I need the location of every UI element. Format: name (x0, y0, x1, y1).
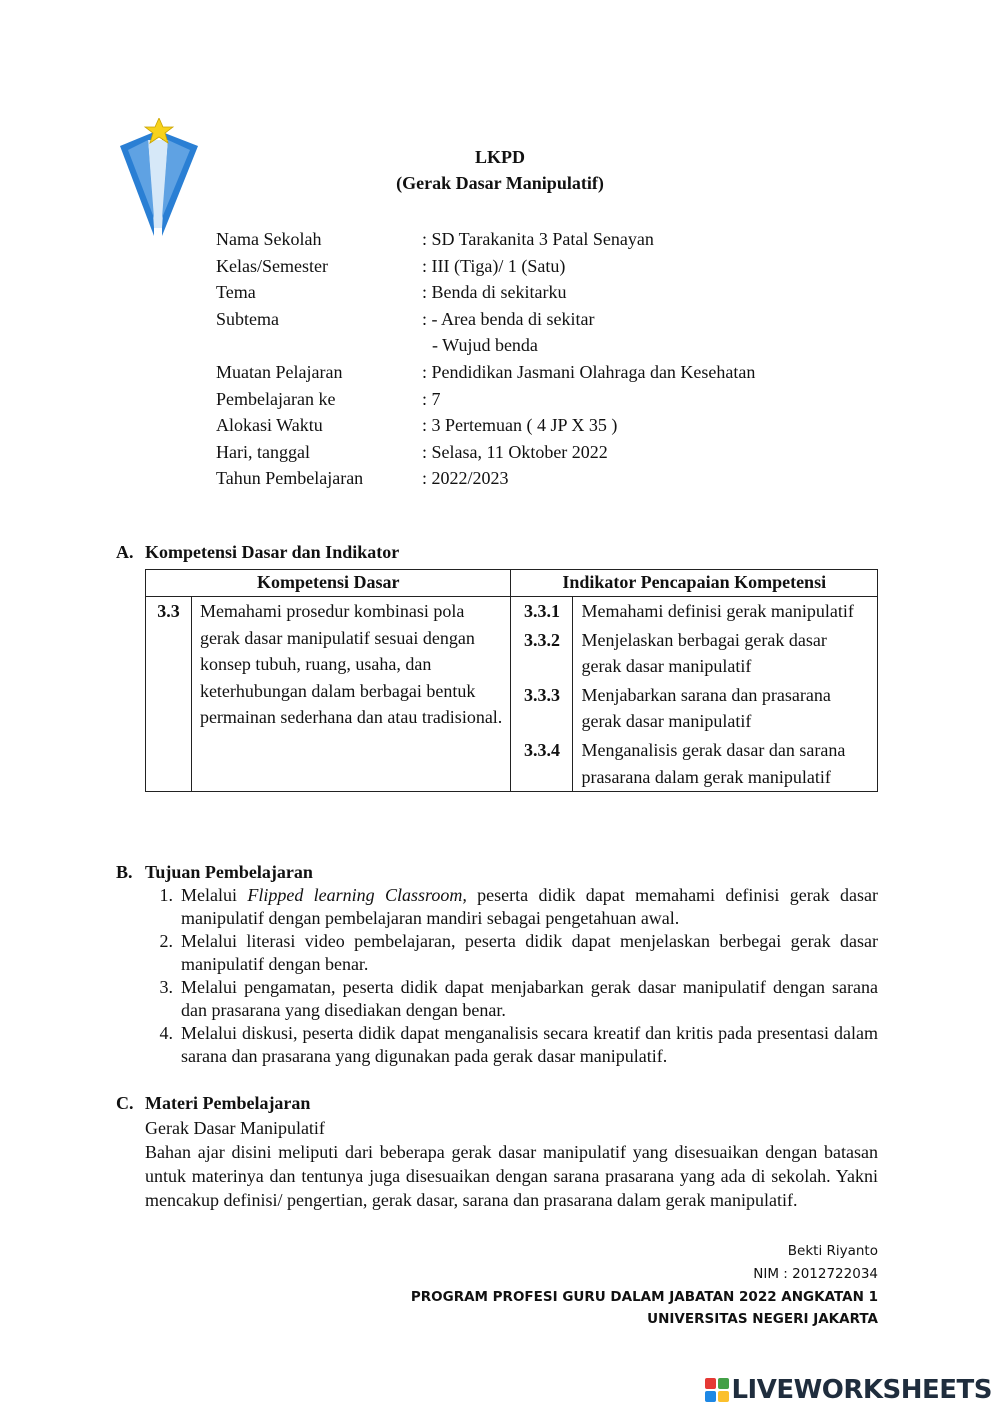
info-label: Tema (216, 282, 256, 303)
university-name: UNIVERSITAS NEGERI JAKARTA (647, 1311, 878, 1327)
info-label: Alokasi Waktu (216, 415, 323, 436)
indicator-list (511, 597, 878, 792)
section-letter: C. (116, 1093, 134, 1113)
indicator-number: 3.3.3 (511, 681, 573, 736)
indicator-item (511, 681, 877, 736)
indicator-number: 3.3.4 (511, 736, 573, 791)
indicator-number: 3.3.1 (511, 597, 573, 626)
info-row (216, 412, 755, 439)
goal-text: Melalui literasi video pembelajaran, peserta didik dapat menjelaskan berbegai gerak dasar manipulatif dengan benar. (181, 931, 878, 974)
list-item (145, 930, 878, 976)
indicator-text: Menganalisis gerak dasar dan sarana prasarana dalam gerak manipulatif (581, 739, 846, 787)
table-header-row (146, 570, 878, 597)
info-value: : 3 Pertemuan ( 4 JP X 35 ) (422, 415, 618, 436)
info-row (216, 332, 755, 359)
list-item (145, 884, 878, 930)
goal-number: 1. (159, 885, 173, 905)
indicator-number: 3.3.2 (511, 626, 573, 681)
material-content (145, 1116, 878, 1212)
info-row (216, 226, 755, 253)
info-label: Muatan Pelajaran (216, 361, 343, 382)
info-label: Hari, tanggal (216, 441, 310, 462)
section-c-heading (116, 1093, 310, 1114)
col-header-kompetensi-dasar: Kompetensi Dasar (146, 570, 511, 597)
info-label: Pembelajaran ke (216, 388, 336, 409)
section-letter: A. (116, 542, 134, 562)
goal-text-part: peserta didik dapat memahami definisi gerak dasar manipulatif dengan pembelajaran mandiri sebagai pengetahuan awal. (181, 885, 878, 928)
indicator-item (511, 597, 877, 626)
goal-text: Melalui pengamatan, peserta didik dapat menjabarkan gerak dasar manipulatif dengan sarana dan prasarana yang disediakan dengan benar. (181, 977, 878, 1020)
info-value: - Wujud benda (432, 335, 538, 356)
info-row (216, 359, 755, 386)
learning-goals (145, 884, 878, 1068)
info-row (216, 279, 755, 306)
section-letter: B. (116, 862, 133, 882)
goal-text-part: Melalui (181, 885, 248, 905)
document-subtitle: (Gerak Dasar Manipulatif) (396, 173, 604, 193)
goal-number: 4. (159, 1023, 173, 1043)
goal-text-italic: Flipped learning Classroom, (247, 885, 467, 905)
info-row (216, 306, 755, 333)
info-value: : SD Tarakanita 3 Patal Senayan (422, 229, 654, 249)
competency-table (145, 569, 878, 792)
goal-text (181, 884, 878, 930)
info-value: : 2022/2023 (422, 468, 509, 489)
identity-info (216, 226, 755, 492)
info-label: Nama Sekolah (216, 229, 322, 249)
liveworksheets-watermark (705, 1375, 992, 1405)
list-item (145, 976, 878, 1022)
info-value: : Pendidikan Jasmani Olahraga dan Kesehatan (422, 361, 756, 382)
info-row (216, 465, 755, 492)
info-value: : Benda di sekitarku (422, 282, 567, 303)
section-title: Tujuan Pembelajaran (145, 862, 313, 882)
section-b-heading (116, 862, 313, 883)
info-row (216, 386, 755, 413)
indicator-item (511, 736, 877, 791)
document-title: LKPD (474, 147, 525, 167)
indicator-item (511, 626, 877, 681)
goal-number: 2. (159, 931, 173, 951)
info-label (216, 332, 422, 359)
info-value: : Selasa, 11 Oktober 2022 (422, 441, 608, 462)
info-value: : 7 (422, 388, 441, 409)
info-label: Subtema (216, 308, 279, 329)
kd-text: Memahami prosedur kombinasi pola gerak dasar manipulatif sesuai dengan konsep tubuh, ruang, usaha, dan keterhubungan dalam berbagai bentuk permainan sederhana dan atau tradisional. (191, 597, 511, 792)
goal-number: 3. (159, 977, 173, 997)
table-row (146, 597, 878, 792)
info-label: Tahun Pembelajaran (216, 468, 364, 489)
info-value: : - Area benda di sekitar (422, 308, 595, 329)
section-title: Materi Pembelajaran (145, 1093, 311, 1113)
watermark-text: LIVEWORKSHEETS (731, 1375, 992, 1405)
indicator-text: Memahami definisi gerak manipulatif (581, 601, 854, 621)
info-row (216, 253, 755, 280)
col-header-indikator: Indikator Pencapaian Kompetensi (511, 570, 878, 597)
section-a-heading (116, 542, 399, 563)
goal-text: Melalui diskusi, peserta didik dapat menganalisis secara kreatif dan kritis pada presentasi dalam sarana dan prasarana yang digunakan pada gerak dasar manipulatif. (181, 1023, 878, 1066)
info-label: Kelas/Semester (216, 255, 328, 276)
indicator-text: Menjelaskan berbagai gerak dasar gerak dasar manipulatif (581, 629, 827, 677)
material-subtitle: Gerak Dasar Manipulatif (145, 1118, 325, 1138)
material-body: Bahan ajar disini meliputi dari beberapa gerak dasar manipulatif yang disesuaikan dengan batasan untuk materinya dan tentunya juga disesuaikan dengan sarana prasarana yang ada di sekolah. Yakni mencakup definisi/ pengertian, gerak dasar, sarana dan prasarana dalam gerak manipulatif. (145, 1142, 878, 1210)
section-title: Kompetensi Dasar dan Indikator (145, 542, 400, 562)
indicator-text: Menjabarkan sarana dan prasarana gerak dasar manipulatif (581, 684, 831, 732)
list-item (145, 1022, 878, 1068)
author-nim: NIM : 2012722034 (753, 1266, 878, 1282)
program-name: PROGRAM PROFESI GURU DALAM JABATAN 2022 ANGKATAN 1 (410, 1289, 878, 1305)
kd-number: 3.3 (146, 597, 192, 792)
author-name: Bekti Riyanto (787, 1243, 878, 1259)
info-value: : III (Tiga)/ 1 (Satu) (422, 255, 566, 276)
liveworksheets-logo-icon (705, 1378, 729, 1402)
info-row (216, 439, 755, 466)
